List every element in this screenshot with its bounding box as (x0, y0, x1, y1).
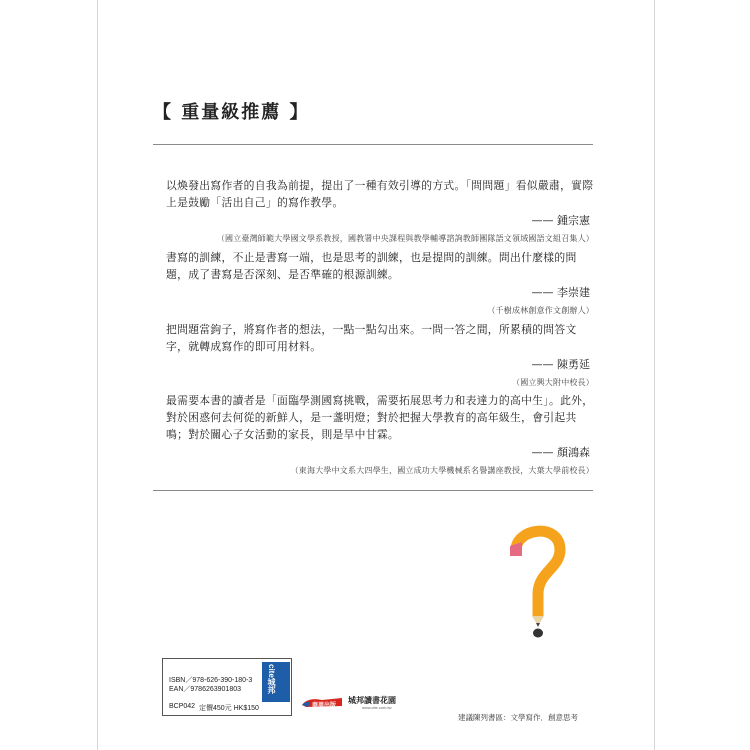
cite-logo (262, 662, 290, 702)
quote-author: —— 顏鴻森 (531, 446, 590, 459)
top-divider (153, 144, 593, 145)
brand-name: 城邦讀書花園 (348, 696, 396, 705)
quote-block-4 (166, 392, 594, 479)
quote-text: 書寫的訓練，不止是書寫一端，也是思考的訓練，也是提問的訓練。問出什麼樣的問題，成了書寫是否深刻、是否準確的根源訓練。 (166, 251, 577, 281)
quote-author: —— 陳勇延 (531, 358, 590, 371)
quote-block-1 (166, 177, 594, 247)
quote-credential: （國立興大附中校長） (512, 378, 594, 387)
publisher-name: 商周出版 (312, 703, 337, 709)
quote-block-2 (166, 249, 594, 319)
quote-text: 把問題當鉤子，將寫作者的想法，一點一點勾出來。一問一答之間，所累積的問答文字，就轉成寫作的即可用材料。 (166, 323, 577, 353)
quote-author: —— 鍾宗憲 (531, 214, 590, 227)
brand-url: www.cite.com.tw (362, 705, 392, 710)
bottom-divider (153, 490, 593, 491)
book-code: BCP042 (169, 703, 196, 710)
question-mark-pencil-icon (508, 520, 568, 638)
quote-credential: （國立臺灣師範大學國文學系教授，國教署中央課程與教學輔導諮詢教師團隊語文領域國語文組召集人） (216, 234, 594, 243)
quote-block-3 (166, 321, 594, 391)
quote-credential: （千樹成林創意作文創辦人） (487, 306, 594, 315)
quote-text: 以煥發出寫作者的自我為前提，提出了一種有效引導的方式。「問問題」看似嚴肅，實際上是鼓勵「活出自己」的寫作教學。 (166, 179, 594, 209)
quote-credential: （東海大學中文系大四學生，國立成功大學機械系名譽講座教授，大葉大學前校長） (290, 466, 594, 475)
section-heading: 【 重量級推薦 】 (153, 102, 310, 123)
ean-number: EAN／9786263901803 (169, 686, 242, 693)
quote-text: 最需要本書的讀者是「面臨學測國寫挑戰，需要拓展思考力和表達力的高中生」。此外，對於困惑何去何從的新鮮人，是一盞明燈；對於把握大學教育的高年級生，會引起共鳴；對於關心子女活動的家長，則是旱中甘霖。 (166, 394, 594, 441)
cite-logo-label: cite城邦 (267, 664, 276, 694)
isbn-number: ISBN／978-626-390-180-3 (169, 677, 253, 684)
quote-author: —— 李崇建 (531, 286, 590, 299)
book-price: 定價450元 HK$150 (199, 705, 259, 712)
shelf-category: 建議陳列書區：文學寫作．創意思考 (458, 713, 578, 722)
